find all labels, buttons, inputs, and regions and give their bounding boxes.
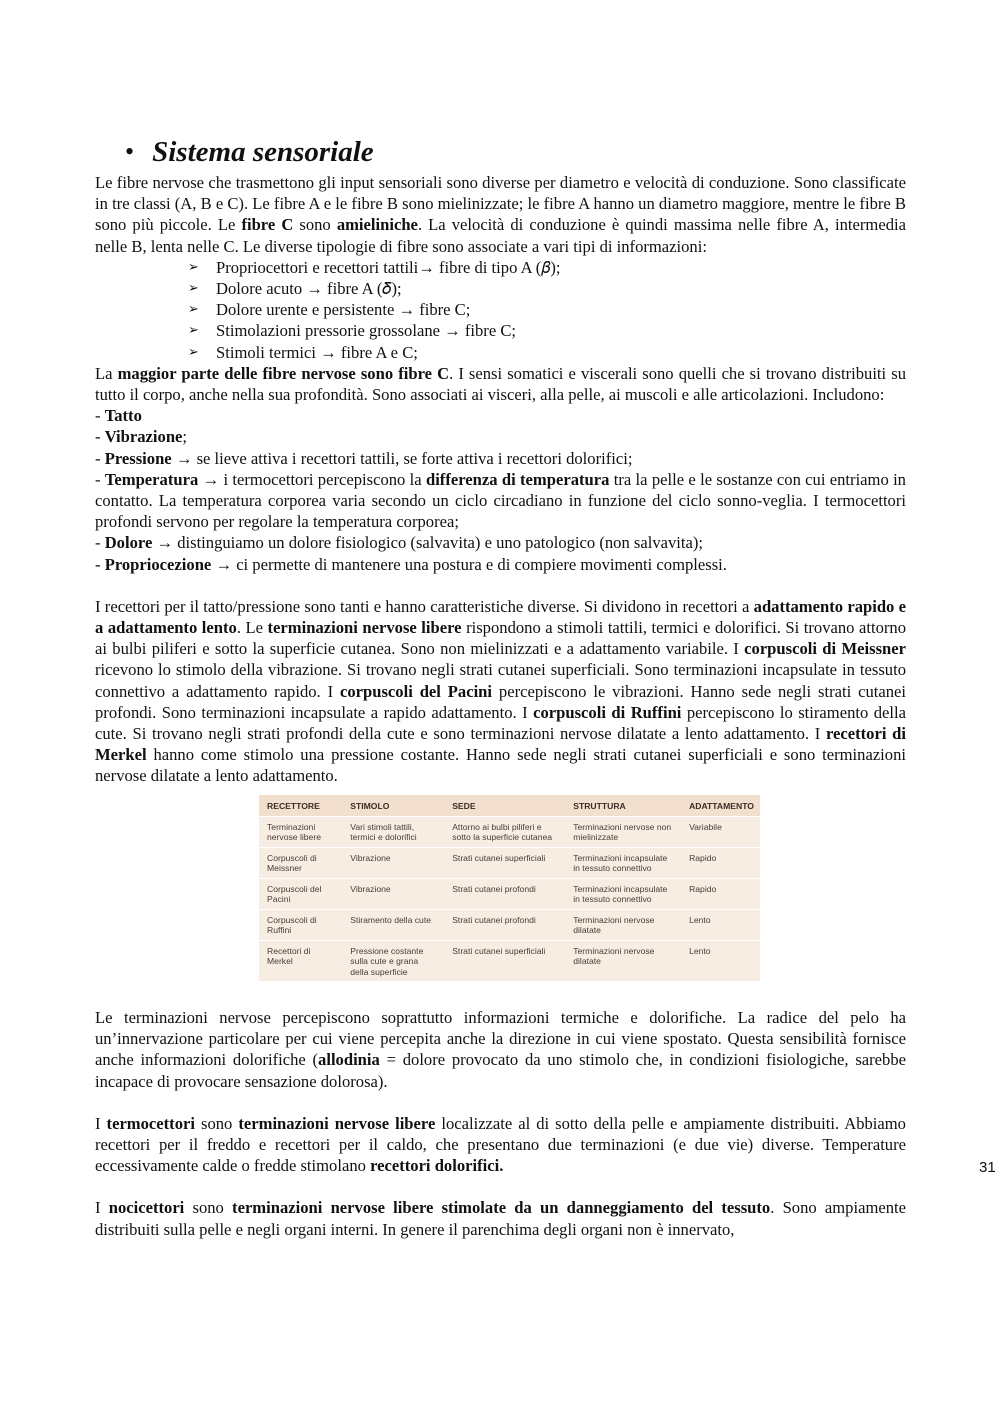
receptor-table [259, 795, 760, 981]
sense-item-tatto: - Tatto [95, 406, 142, 426]
sense-item-dolore: - Dolore → distinguiamo un dolore fisiologico (salvavita) e uno patologico (non salvavita); [95, 533, 704, 553]
section-heading [125, 132, 906, 172]
arrow-bullet-icon: ➢ [188, 281, 199, 297]
table-row: Recettori di Merkel Pressione costante sulla cute e grana della superficie Strati cutanei superficiali Terminazioni nervose dilatate Lento [259, 940, 760, 981]
list-item: ➢ Dolore acuto → fibre A (𝛿); [188, 279, 402, 299]
sense-item-propriocezione: - Propriocezione → ci permette di mantenere una postura e di compiere movimenti complessi. [95, 554, 727, 574]
thermoceptors-paragraph: I termocettori sono terminazioni nervose libere localizzate al di sotto della pelle e ampiamente distribuiti. Abbiamo recettori per il freddo e recettori per il caldo, che presentano due terminazioni (e due vie) diverse. Temperature eccessivamente calde o fredde stimolano recettori dolorifici. [95, 1113, 906, 1176]
nociceptors-paragraph: I nocicettori sono terminazioni nervose libere stimolate da un danneggiamento del tessuto. Sono ampiamente distribuiti sulla pelle e negli organi interni. In genere il parenchima degli organi non è innervato, [95, 1198, 906, 1239]
arrow-bullet-icon: ➢ [188, 344, 199, 360]
column-header: STRUTTURA [565, 795, 681, 817]
list-item: ➢ Stimolazioni pressorie grossolane → fibre C; [188, 321, 517, 341]
column-header: RECETTORE [259, 795, 342, 817]
bullet-icon: • [125, 137, 135, 166]
page-number: 31 [979, 1159, 996, 1176]
fiber-type-list [95, 257, 906, 363]
list-item: ➢ Dolore urente e persistente → fibre C; [188, 300, 471, 320]
sense-item-temperatura: - Temperatura → i termocettori percepiscono la differenza di temperatura tra la pelle e le sostanze con cui entriamo in contatto. La temperatura corporea varia secondo un ciclo circadiano in funzione del ciclo sonno-veglia. I termocettori profondi servono per regolare la temperatura corporea; [95, 469, 906, 532]
majority-paragraph: La maggior parte delle fibre nervose sono fibre C. I sensi somatici e viscerali sono quelli che si trovano distribuiti su tutto il corpo, anche nella sua profondità. Sono associati ai visceri, alla pelle, ai muscoli e alle articolazioni. Includono: [95, 363, 906, 405]
sense-item-pressione: - Pressione → se lieve attiva i recettori tattili, se forte attiva i recettori dolorifici; [95, 448, 633, 468]
intro-paragraph: Le fibre nervose che trasmettono gli input sensoriali sono diverse per diametro e velocità di conduzione. Sono classificate in tre classi (A, B e C). Le fibre A e le fibre B sono mielinizzate; le fibre A hanno un diametro maggiore, mentre le fibre B sono più piccole. Le fibre C sono amieliniche. La velocità di conduzione è quindi massima nelle fibre A, intermedia nelle B, lenta nelle C. Le diverse tipologie di fibre sono associate a vari tipi di informazioni: [95, 173, 906, 256]
table-row: Corpuscoli di Meissner Vibrazione Strati cutanei superficiali Terminazioni incapsulate in tessuto connettivo Rapido [259, 847, 760, 878]
list-item: ➢ Stimoli termici → fibre A e C; [188, 342, 418, 362]
arrow-bullet-icon: ➢ [188, 323, 199, 339]
table-row: Terminazioni nervose libere Vari stimoli tattili, termici e dolorifici Attorno ai bulbi piliferi e sotto la superficie cutanea Terminazioni nervose non mielinizzate Variabile [259, 816, 760, 847]
table-row: Corpuscoli del Pacini Vibrazione Strati cutanei profondi Terminazioni incapsulate in tessuto connettivo Rapido [259, 878, 760, 909]
list-item: ➢ Propriocettori e recettori tattili→ fibre di tipo A (𝛽); [188, 257, 561, 277]
column-header: STIMOLO [342, 795, 444, 817]
column-header: ADATTAMENTO [681, 795, 760, 817]
receptors-paragraph: I recettori per il tatto/pressione sono tanti e hanno caratteristiche diverse. Si dividono in recettori a adattamento rapido e a adattamento lento. Le terminazioni nervose libere rispondono a stimoli tattili, termici e dolorifici. Si trovano attorno ai bulbi piliferi e sotto la superficie cutanea. Sono non mielinizzati e a adattamento variabile. I corpuscoli di Meissner ricevono lo stimolo della vibrazione. Si trovano negli strati cutanei superficiali. Sono terminazioni incapsulate in tessuto connettivo a adattamento rapido. I corpuscoli del Pacini percepiscono le vibrazioni. Hanno sede negli strati cutanei profondi. Sono terminazioni incapsulate a rapido adattamento. I corpuscoli di Ruffini percepiscono lo stiramento della cute. Si trovano negli strati profondi della cute e sono terminazioni nervose dilatate a lento adattamento. I recettori di Merkel hanno come stimolo una pressione costante. Hanno sede negli strati cutanei superficiali e sono terminazioni nervose dilatate a lento adattamento. [95, 596, 907, 786]
sense-item-vibrazione: - Vibrazione; [95, 427, 188, 447]
table-header-row [259, 795, 760, 817]
section-title: Sistema sensoriale [152, 135, 374, 168]
column-header: SEDE [444, 795, 565, 817]
arrow-bullet-icon: ➢ [188, 302, 199, 318]
table-row: Corpuscoli di Ruffini Stiramento della cute Strati cutanei profondi Terminazioni nervose dilatate Lento [259, 909, 760, 940]
nerve-endings-paragraph: Le terminazioni nervose percepiscono soprattutto informazioni termiche e dolorifiche. La radice del pelo ha un’innervazione particolare per cui viene percepita anche la direzione in cui viene spostato. Questa sensibilità fornisce anche informazioni dolorifiche (allodinia = dolore provocato da uno stimolo che, in condizioni fisiologiche, sarebbe incapace di provocare sensazione dolorosa). [95, 1007, 906, 1091]
document-page [95, 132, 996, 1240]
arrow-bullet-icon: ➢ [188, 259, 199, 275]
